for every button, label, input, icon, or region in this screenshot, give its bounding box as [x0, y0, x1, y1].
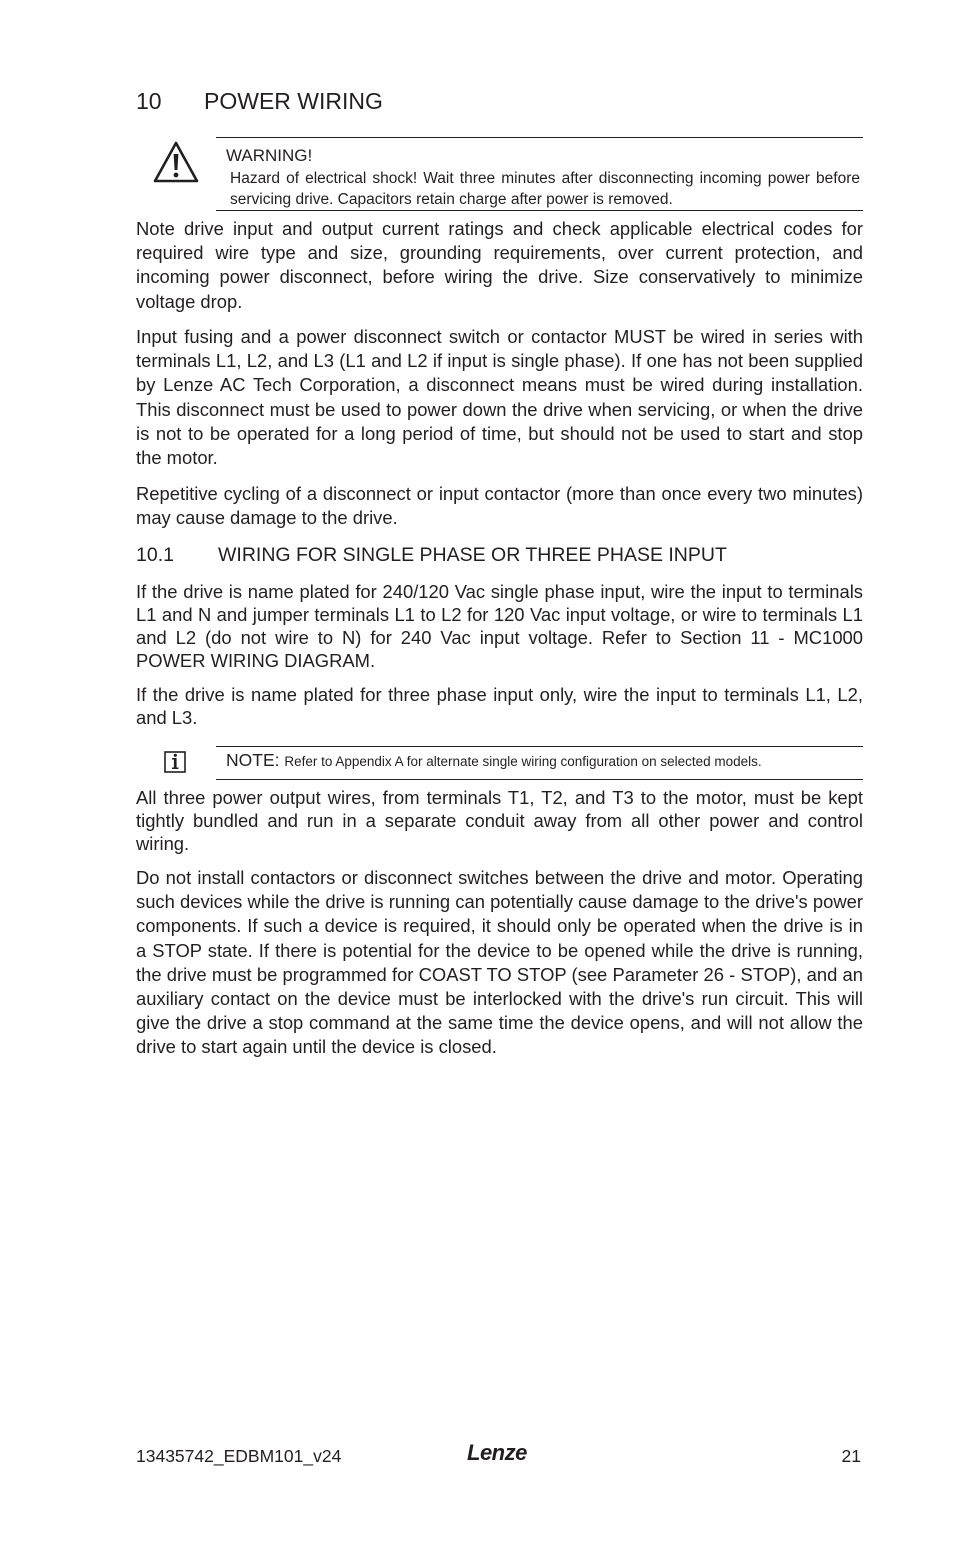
warning-text: Hazard of electrical shock! Wait three minutes after disconnecting incoming power before servicing drive. Capacitors retain charge after power is removed. — [230, 170, 860, 208]
paragraph: If the drive is name plated for three phase input only, wire the input to terminals L1, L2, and L3. — [136, 684, 863, 728]
subsection-title: WIRING FOR SINGLE PHASE OR THREE PHASE INPUT — [218, 544, 727, 566]
subsection-heading — [136, 544, 727, 567]
info-icon — [164, 751, 186, 773]
paragraph: Repetitive cycling of a disconnect or input contactor (more than once every two minutes) may cause damage to the drive. — [136, 483, 863, 529]
note-content — [226, 750, 762, 771]
warning-callout — [216, 137, 863, 211]
paragraph: Note drive input and output current ratings and check applicable electrical codes for required wire type and size, grounding requirements, over current protection, and incoming power disconnect, before wiring the drive. Size conservatively to minimize voltage drop. — [136, 218, 863, 312]
note-label: NOTE: — [226, 750, 280, 770]
section-number: 10 — [136, 88, 162, 114]
paragraph: Input fusing and a power disconnect switch or contactor MUST be wired in series with terminals L1, L2, and L3 (L1 and L2 if input is single phase). If one has not been supplied by Lenze AC Tech Corporation, a disconnect means must be wired during installation. This disconnect must be used to power down the drive when servicing, or when the drive is not to be operated for a long period of time, but should not be used to start and stop the motor. — [136, 326, 863, 469]
section-title: POWER WIRING — [204, 88, 383, 114]
paragraph: If the drive is name plated for 240/120 Vac single phase input, wire the input to terminals L1 and N and jumper terminals L1 to L2 for 120 Vac input voltage, or wire to terminals L1 and L2 (do not wire to N) for 240 Vac input voltage. Refer to Section 11 - MC1000 POWER WIRING DIAGRAM. — [136, 581, 863, 671]
section-heading — [136, 88, 383, 115]
subsection-number: 10.1 — [136, 544, 174, 566]
note-text: Refer to Appendix A for alternate single wiring configuration on selected models. — [284, 754, 762, 769]
paragraph: All three power output wires, from terminals T1, T2, and T3 to the motor, must be kept tightly bundled and run in a separate conduit away from all other power and control wiring. — [136, 787, 863, 854]
document-id: 13435742_EDBM101_v24 — [136, 1446, 342, 1466]
warning-title: WARNING! — [226, 146, 313, 165]
brand-logo: Lenze — [467, 1440, 527, 1465]
paragraph: Do not install contactors or disconnect switches between the drive and motor. Operating such devices while the drive is running can potentially cause damage to the drive's power components. If such a device is required, it should only be operated when the drive is in a STOP state. If there is potential for the device to be opened while the drive is running, the drive must be programmed for COAST TO STOP (see Parameter 26 - STOP), and an auxiliary contact on the device must be interlocked with the drive's run circuit. This will give the drive a stop command at the same time the device opens, and will not allow the drive to start again until the device is closed. — [136, 867, 863, 1058]
warning-triangle-icon — [152, 140, 200, 184]
page-number: 21 — [841, 1446, 861, 1466]
note-callout — [216, 746, 863, 780]
